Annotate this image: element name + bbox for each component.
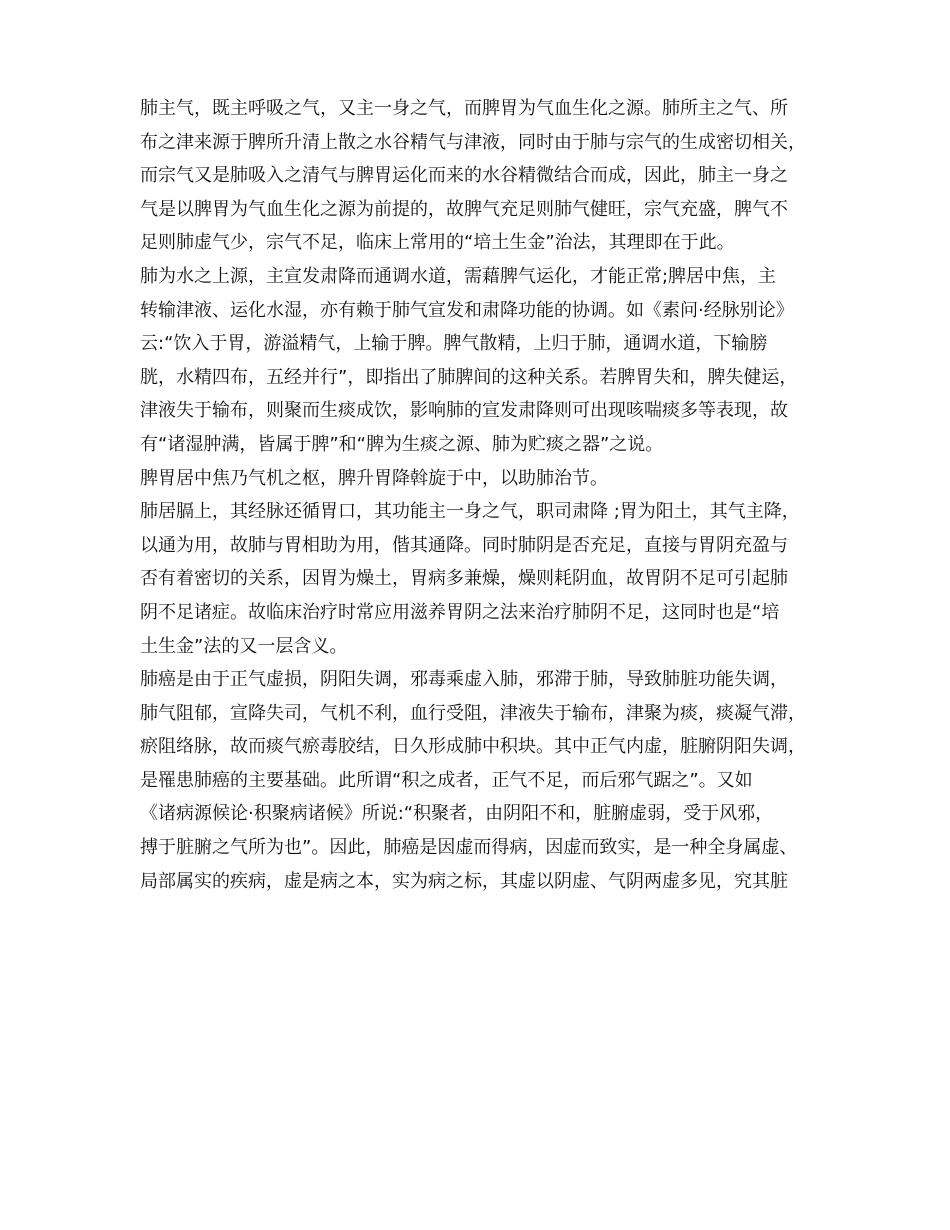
text-line: 瘀阻络脉，故而痰气瘀毒胶结，日久形成肺中积块。其中正气内虚，脏腑阴阳失调，	[140, 736, 806, 758]
text-line: 津液失于输布，则聚而生痰成饮，影响肺的宣发肃降则可出现咳喘痰多等表现，故	[140, 400, 788, 422]
text-line: 局部属实的疾病，虚是病之本，实为病之标，其虚以阴虚、气阴两虚多见，究其脏	[140, 870, 788, 892]
text-line: 转输津液、运化水湿，亦有赖于肺气宣发和肃降功能的协调。如《素问·经脉别论》	[140, 299, 794, 321]
text-line: 而宗气又是肺吸入之清气与脾胃运化而来的水谷精微结合而成，因此，肺主一身之	[140, 165, 788, 187]
body-text	[140, 92, 840, 898]
text-line: 是罹患肺癌的主要基础。此所谓“积之成者，正气不足，而后邪气踞之”。又如	[140, 769, 753, 791]
text-line: 肺居膈上，其经脉还循胃口，其功能主一身之气，职司肃降 ;胃为阳土，其气主降，	[140, 501, 800, 523]
text-line: 云:“饮入于胃，游溢精气，上输于脾。脾气散精，上归于肺，通调水道，下输膀	[140, 333, 768, 355]
text-line: 足则肺虚气少，宗气不足，临床上常用的“培土生金”治法，其理即在于此。	[140, 232, 735, 254]
text-line: 脾胃居中焦乃气机之枢，脾升胃降斡旋于中，以助肺治节。	[140, 467, 608, 489]
text-line: 气是以脾胃为气血生化之源为前提的，故脾气充足则肺气健旺，宗气充盛，脾气不	[140, 198, 788, 220]
text-line: 肺气阻郁，宣降失司，气机不利，血行受阻，津液失于输布，津聚为痰，痰凝气滞，	[140, 702, 806, 724]
text-line: 土生金”法的又一层含义。	[140, 635, 348, 657]
text-line: 阴不足诸症。故临床治疗时常应用滋养胃阴之法来治疗肺阴不足，这同时也是“培	[140, 601, 780, 623]
text-line: 有“诸湿肿满，皆属于脾”和“脾为生痰之源、肺为贮痰之器”之说。	[140, 433, 664, 455]
text-line: 否有着密切的关系，因胃为燥土，胃病多兼燥，燥则耗阴血，故胃阴不足可引起肺	[140, 568, 788, 590]
text-line: 搏于脏腑之气所为也”。因此，肺癌是因虚而得病，因虚而致实，是一种全身属虚、	[140, 837, 798, 859]
text-line: 胱，水精四布，五经并行”，即指出了肺脾间的这种关系。若脾胃失和，脾失健运，	[140, 366, 798, 388]
text-line: 《诸病源候论·积聚病诸候》所说:“积聚者，由阴阳不和，脏腑虚弱，受于风邪，	[140, 803, 774, 825]
text-line: 肺主气，既主呼吸之气，又主一身之气，而脾胃为气血生化之源。肺所主之气、所	[140, 98, 788, 119]
text-line: 肺癌是由于正气虚损，阴阳失调，邪毒乘虚入肺，邪滞于肺，导致肺脏功能失调，	[140, 669, 788, 691]
text-line: 肺为水之上源，主宣发肃降而通调水道，需藉脾气运化，才能正常;脾居中焦，主	[140, 265, 777, 287]
text-line: 布之津来源于脾所升清上散之水谷精气与津液，同时由于肺与宗气的生成密切相关，	[140, 131, 806, 153]
text-line: 以通为用，故肺与胃相助为用，偕其通降。同时肺阴是否充足，直接与胃阴充盈与	[140, 534, 788, 556]
